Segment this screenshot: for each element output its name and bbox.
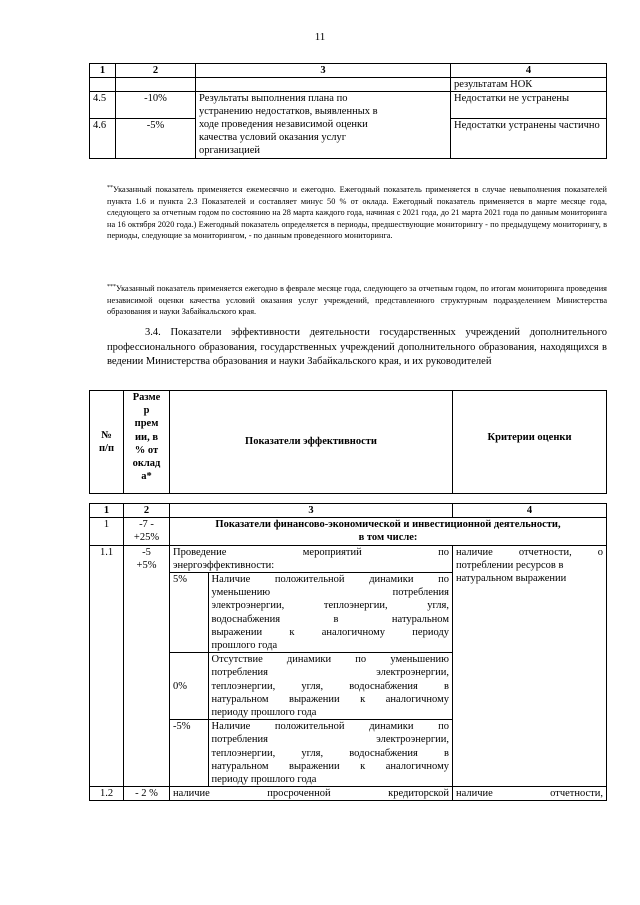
row-indicator: Проведение мероприятий по энергоэффективности: 5% Наличие положительной динамики по уменьшению потребления электроэнергии, теплоэнергии, угля, водоснабжения в натуральном выражении к аналогичному периоду прошлого года 0% Отсутствие динамики по уменьшению потребления электроэнергии, теплоэнергии, угля, водоснабжения в натуральном выражении к аналогичному периоду прошлого года -5% Наличие положительной динамики по потребления электроэнергии, теплоэнергии, угля, водоснабжения в натуральном выражении к аналогичному периоду прошлого года (170, 545, 453, 787)
row-indicator: наличие просроченной кредиторской (170, 787, 453, 801)
sub-row: 0% Отсутствие динамики по уменьшению потребления электроэнергии, теплоэнергии, угля, водоснабжения в натуральном выражении к аналогичному периоду прошлого года (170, 653, 452, 720)
col1-index: 1 (90, 64, 116, 78)
row-size: -5 +5% (124, 545, 170, 787)
col-indicators-header: Показатели эффективности (170, 391, 453, 494)
table-body (89, 503, 607, 801)
row-criteria: наличие отчетности, о потреблении ресурсов в натуральном выражении (453, 545, 607, 787)
sub-row: -5% Наличие положительной динамики по потребления электроэнергии, теплоэнергии, угля, водоснабжения в натуральном выражении к аналогичному периоду прошлого года (170, 720, 452, 787)
col2-index: 2 (116, 64, 196, 78)
row-num: 4.6 (90, 119, 116, 159)
page-number: 11 (314, 31, 326, 43)
footnote-2: **Указанный показатель применяется ежемесячно и ежегодно. Ежегодный показатель применяется в случае невыполнения показателей пункта 1.6 и пункта 2.3 Показателей и составляет минус 50 % от оклада. Ежегодный показатель применяется в марте месяце года, следующего за отчетным годом по состоянию на 28 марта каждого года, начиная с 2021 года, до 21 марта 2021 года по данным мониторинга на 16 октября 2020 года.) Ежегодный показатель определяется в периоды, предшествующие мониторингу - по предыдущему мониторингу, в периоды, следующие за мониторингом, - по данным проведенного мониторинга. (107, 185, 607, 240)
row-criteria: Недостатки не устранены (451, 92, 607, 119)
row-criteria: наличие отчетности, (453, 787, 607, 801)
row-size: -10% (116, 92, 196, 119)
table-header-row (90, 64, 607, 78)
table-row (90, 92, 607, 119)
cont-criteria: результатам НОК (451, 78, 607, 92)
row-num: 4.5 (90, 92, 116, 119)
table-continuation (89, 63, 607, 159)
section-title: 3.4. Показатели эффективности деятельности государственных учреждений дополнительного профессионального образования, государственных учреждений дополнительного образования, находящихся в ведении Министерства образования и науки Забайкальского края, и их руководителей (107, 327, 607, 367)
row-num: 1 (90, 518, 124, 545)
col4-index: 4 (451, 64, 607, 78)
col-criteria-header: Критерии оценки (453, 391, 607, 494)
table-row (90, 787, 607, 801)
row-title: Показатели финансово-экономической и инвестиционной деятельности, в том числе: (170, 518, 607, 545)
sub-table (170, 572, 452, 786)
footnote-3: ***Указанный показатель применяется ежегодно в феврале месяце года, следующего за отчетным годом, по итогам мониторинга проведения независимой оценки качества условий оказания услуг учреждений, представленного структурным подразделением Министерства образования и науки Забайкальского края. (107, 284, 607, 316)
table-row (90, 518, 607, 545)
col-size-header: Разме р прем ии, в % от оклад а* (124, 391, 170, 494)
sub-row: 5% Наличие положительной динамики по уменьшению потребления электроэнергии, теплоэнергии, угля, водоснабжения в натуральном выражении к аналогичному периоду прошлого года (170, 573, 452, 653)
row-num: 1.1 (90, 545, 124, 787)
table-row (90, 545, 607, 787)
row-num: 1.2 (90, 787, 124, 801)
table-row (90, 78, 607, 92)
row-criteria: Недостатки устранены частично (451, 119, 607, 159)
table-header (89, 390, 607, 494)
col3-index: 3 (196, 64, 451, 78)
table-index-row: 1 2 3 4 (90, 504, 607, 518)
row-size: -5% (116, 119, 196, 159)
col-num-header: № п/п (90, 391, 124, 494)
row-size: -7 - +25% (124, 518, 170, 545)
row-size: - 2 % (124, 787, 170, 801)
row-indicator: Результаты выполнения плана по устранению недостатков, выявленных в ходе проведения независимой оценки качества условий оказания услуг организацией (196, 92, 451, 159)
